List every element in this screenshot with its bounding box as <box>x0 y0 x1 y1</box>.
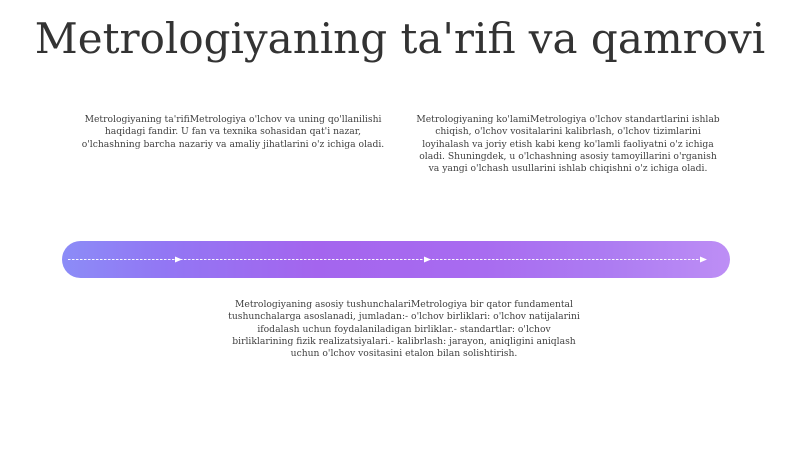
text-block-scope <box>416 114 720 175</box>
block-heading: Metrologiyaning asosiy tushunchalari <box>235 299 411 310</box>
slide-title: Metrologiyaning ta'rifi va qamrovi <box>34 14 766 63</box>
block-body: Metrologiya o'lchov va uning qo'llanilishi haqidagi fandir. U fan va texnika sohasidan qat'i nazar, o'lchashning barcha nazariy va amaliy jihatlarini o'z ichiga oladi. <box>81 114 385 150</box>
text-block-concepts <box>226 299 582 360</box>
block-body: Metrologiya bir qator fundamental tushunchalarga asoslanadi, jumladan:- o'lchov birliklari: o'lchov natijalarini ifodalash uchun foydalaniladigan birliklar.- standartlar: o'lchov birliklarining fizik realizatsiyalari.- kalibrlash: jarayon, aniqligini aniqlash uchun o'lchov vositasini etalon bilan solishtirish. <box>228 299 580 360</box>
timeline-bar <box>62 241 730 278</box>
timeline-dashed-line <box>62 241 730 278</box>
arrow-icon <box>175 257 182 263</box>
block-heading: Metrologiyaning ko'lami <box>416 114 530 125</box>
arrow-icon <box>424 257 431 263</box>
block-heading: Metrologiyaning ta'rifi <box>84 114 190 125</box>
arrow-icon <box>700 257 707 263</box>
text-block-definition <box>78 114 388 151</box>
block-body: Metrologiya o'lchov standartlarini ishlab chiqish, o'lchov vositalarini kalibrlash, o'lchov tizimlarini loyihalash va joriy etish kabi keng ko'lamli faoliyatni o'z ichiga oladi. Shuningdek, u o'lchashning asosiy tamoyillarini o'rganish va yangi o'lchash usullarini ishlab chiqishni o'z ichiga oladi. <box>419 114 720 175</box>
